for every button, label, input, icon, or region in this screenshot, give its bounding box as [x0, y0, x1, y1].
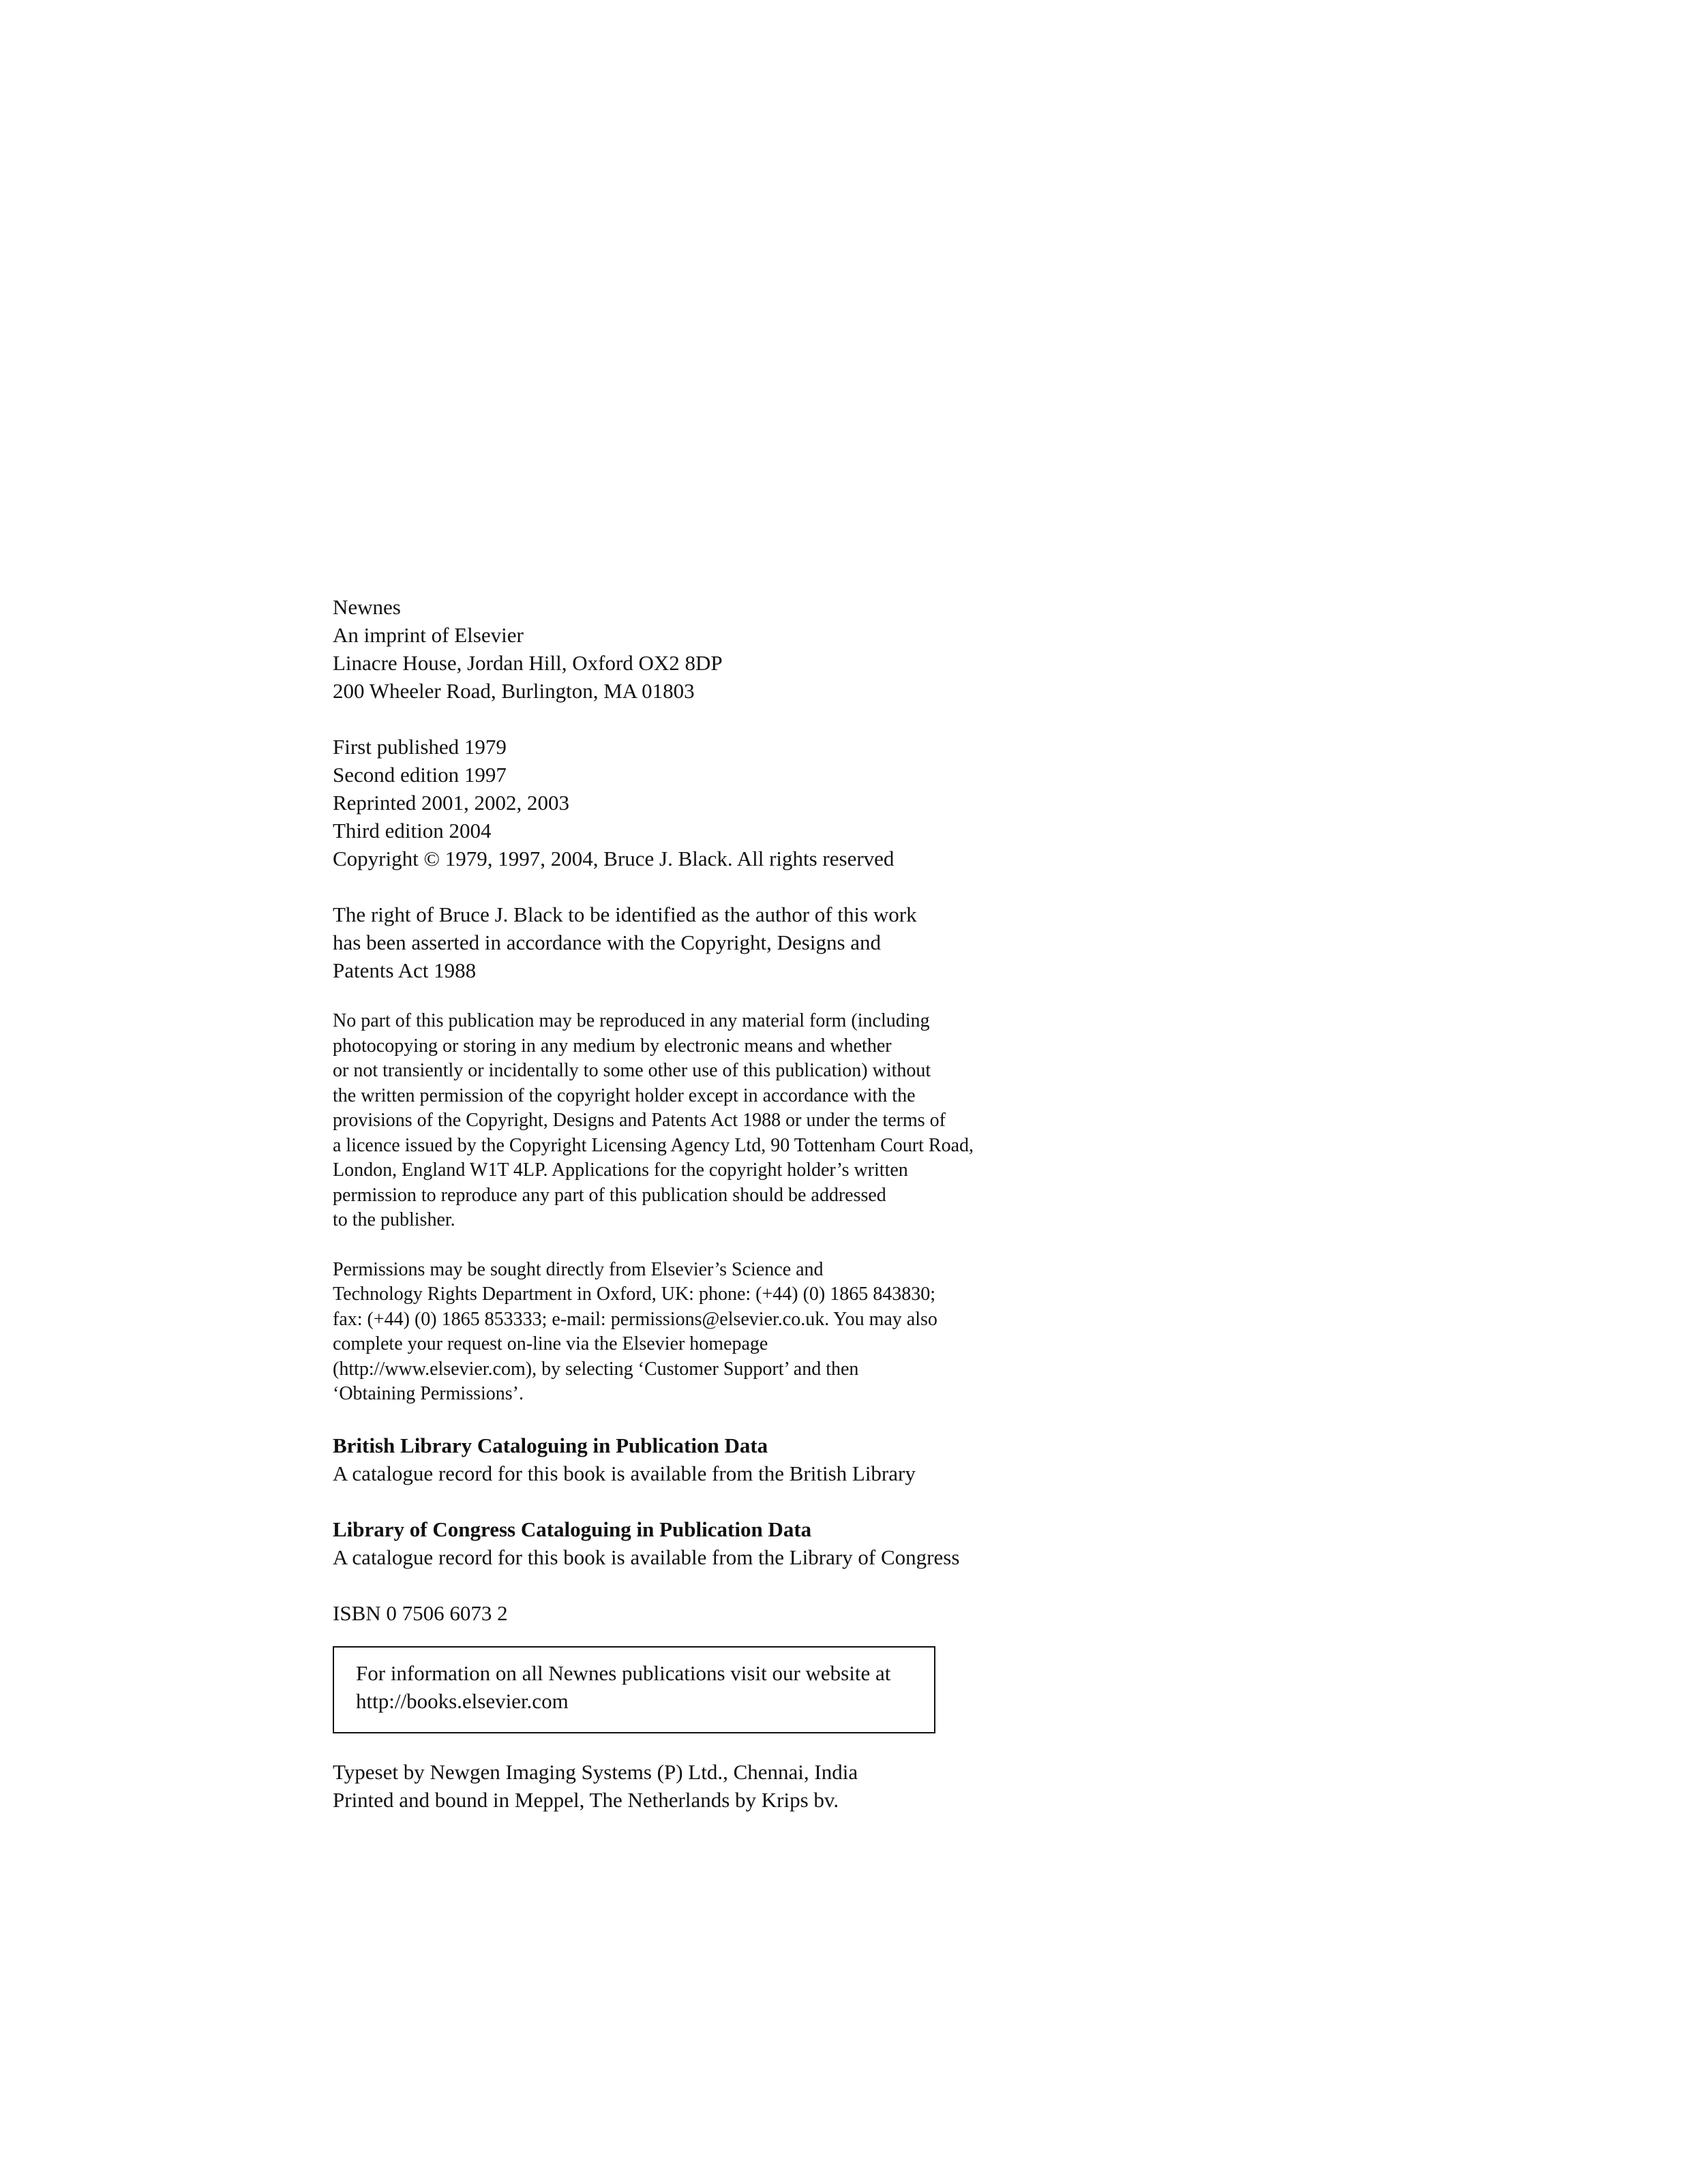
moral-rights-line: has been asserted in accordance with the Copyright, Designs and	[333, 930, 882, 954]
reprinted: Reprinted 2001, 2002, 2003	[333, 791, 569, 815]
third-edition: Third edition 2004	[333, 819, 492, 843]
publisher-address-uk: Linacre House, Jordan Hill, Oxford OX2 8DP	[333, 651, 723, 675]
reproduction-notice	[333, 1009, 1396, 1233]
reproduction-line: or not transiently or incidentally to some other use of this publication) without	[333, 1060, 931, 1081]
british-library-cip	[333, 1431, 1396, 1487]
permissions-notice	[333, 1258, 1396, 1407]
publisher-block	[333, 593, 1396, 705]
reproduction-line: No part of this publication may be reproduced in any material form (including	[333, 1010, 930, 1031]
imprint-content	[333, 593, 1396, 1814]
permissions-line: ‘Obtaining Permissions’.	[333, 1383, 524, 1404]
british-library-text: A catalogue record for this book is available from the British Library	[333, 1461, 916, 1485]
publisher-name: Newnes	[333, 595, 401, 619]
info-box-url: http://books.elsevier.com	[356, 1688, 569, 1713]
library-of-congress-heading: Library of Congress Cataloguing in Publication Data	[333, 1517, 812, 1541]
website-info-box	[333, 1646, 935, 1733]
production-credits	[333, 1758, 1396, 1814]
permissions-line: Permissions may be sought directly from Elsevier’s Science and	[333, 1258, 824, 1280]
reproduction-line: a licence issued by the Copyright Licensing Agency Ltd, 90 Tottenham Court Road,	[333, 1134, 974, 1156]
british-library-heading: British Library Cataloguing in Publication Data	[333, 1433, 768, 1457]
library-of-congress-cip	[333, 1515, 1396, 1571]
publisher-imprint: An imprint of Elsevier	[333, 623, 524, 647]
moral-rights-line: Patents Act 1988	[333, 958, 477, 982]
copyright-notice: Copyright © 1979, 1997, 2004, Bruce J. Black. All rights reserved	[333, 847, 895, 870]
permissions-line: complete your request on-line via the Elsevier homepage	[333, 1333, 768, 1354]
moral-rights-line: The right of Bruce J. Black to be identified as the author of this work	[333, 903, 917, 926]
reproduction-line: provisions of the Copyright, Designs and Patents Act 1988 or under the terms of	[333, 1110, 946, 1131]
publisher-address-us: 200 Wheeler Road, Burlington, MA 01803	[333, 679, 695, 703]
first-published: First published 1979	[333, 735, 507, 759]
reproduction-line: permission to reproduce any part of this publication should be addressed	[333, 1184, 886, 1206]
reproduction-line: photocopying or storing in any medium by electronic means and whether	[333, 1035, 892, 1057]
reproduction-line: to the publisher.	[333, 1209, 455, 1230]
permissions-line: (http://www.elsevier.com), by selecting ‘Customer Support’ and then	[333, 1358, 859, 1380]
info-box-text: For information on all Newnes publications visit our website at	[356, 1660, 891, 1685]
printer-credit: Printed and bound in Meppel, The Netherlands by Krips bv.	[333, 1787, 839, 1812]
edition-history	[333, 733, 1396, 873]
isbn: ISBN 0 7506 6073 2	[333, 1601, 508, 1625]
typesetter-credit: Typeset by Newgen Imaging Systems (P) Ltd., Chennai, India	[333, 1759, 858, 1784]
permissions-line: fax: (+44) (0) 1865 853333; e-mail: permissions@elsevier.co.uk. You may also	[333, 1308, 937, 1330]
reproduction-line: the written permission of the copyright holder except in accordance with the	[333, 1085, 916, 1106]
reproduction-line: London, England W1T 4LP. Applications for the copyright holder’s written	[333, 1159, 908, 1181]
permissions-line: Technology Rights Department in Oxford, UK: phone: (+44) (0) 1865 843830;	[333, 1284, 936, 1305]
moral-rights-notice	[333, 900, 1396, 984]
second-edition: Second edition 1997	[333, 763, 507, 787]
library-of-congress-text: A catalogue record for this book is available from the Library of Congress	[333, 1545, 960, 1569]
